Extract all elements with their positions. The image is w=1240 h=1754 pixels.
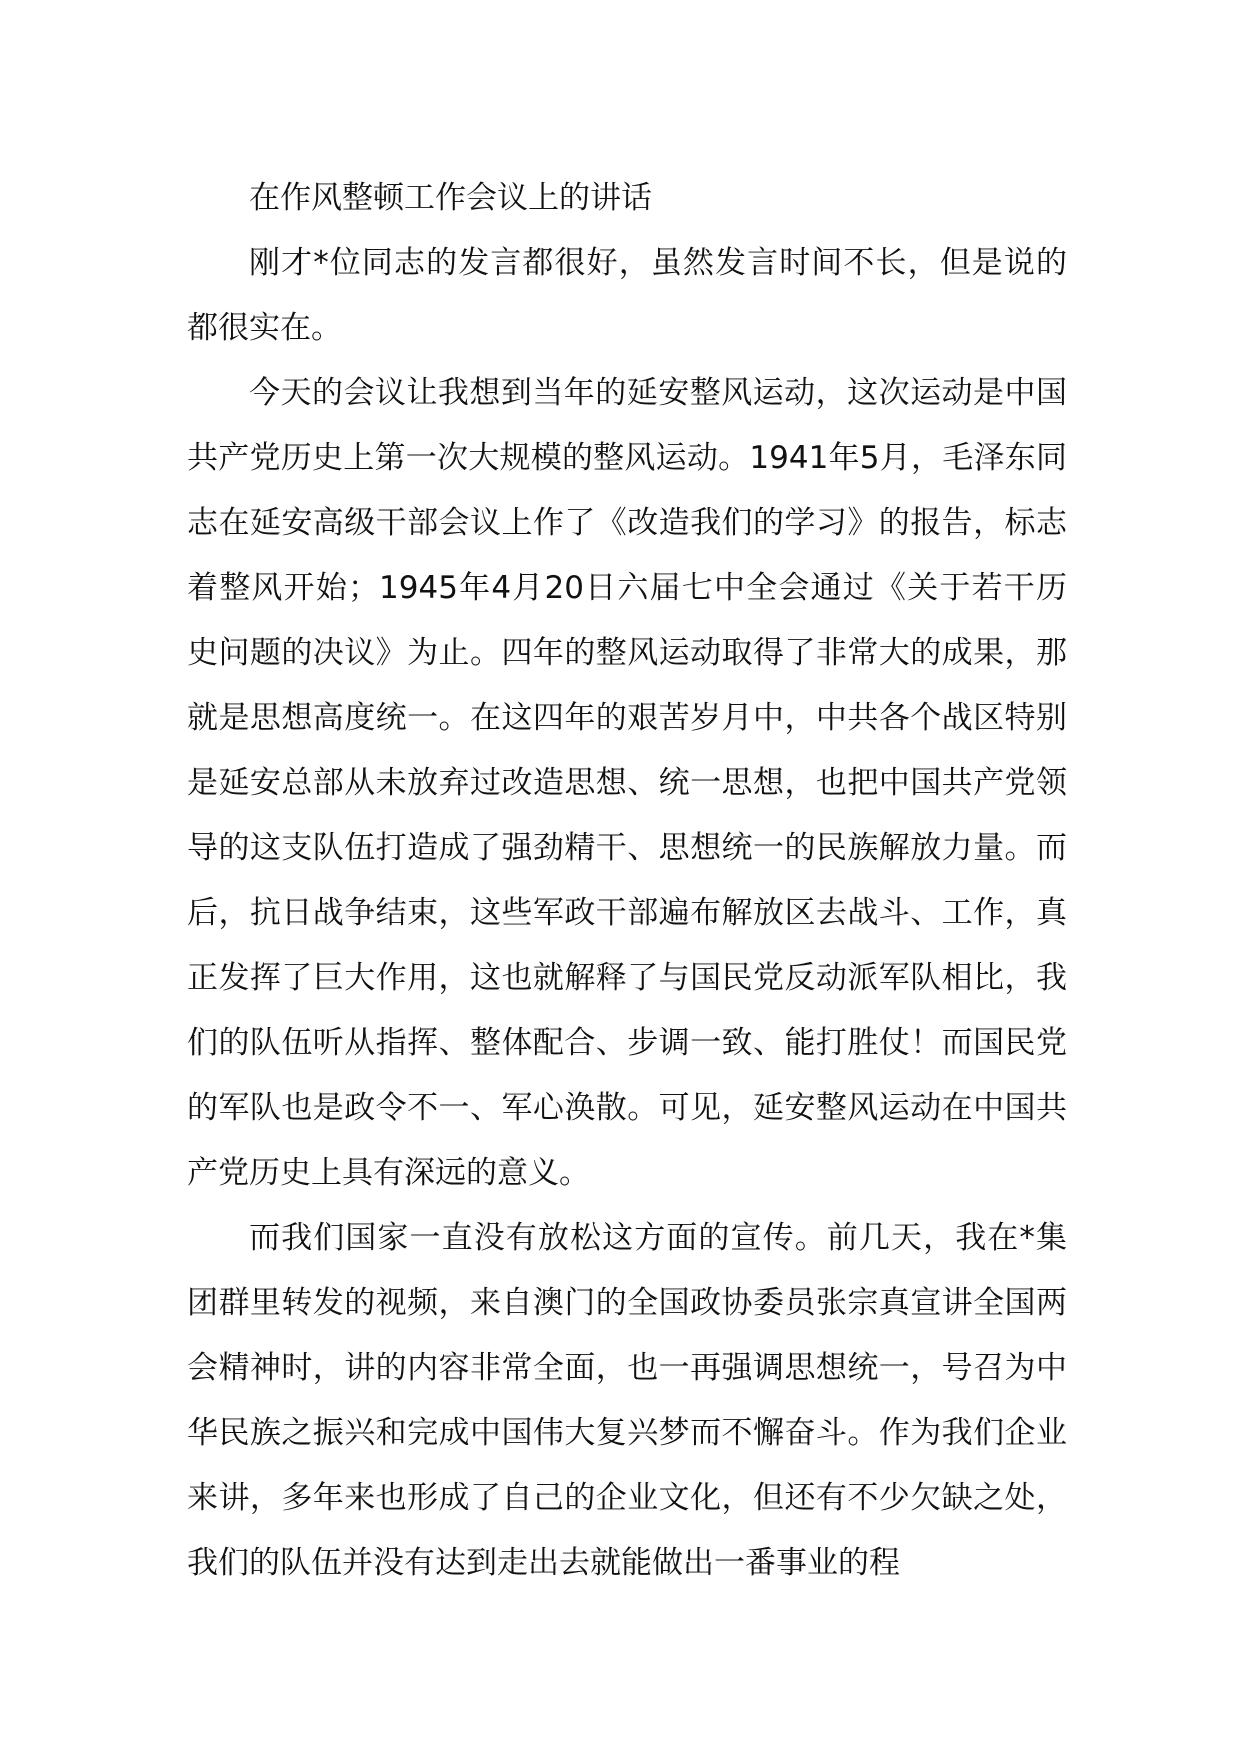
paragraph-national-promotion: 而我们国家一直没有放松这方面的宣传。前几天，我在*集团群里转发的视频，来自澳门的全国政协委员张宗真宣讲全国两会精神时，讲的内容非常全面，也一再强调思想统一，号召为中华民族之振兴和完成中国伟大复兴梦而不懈奋斗。作为我们企业来讲，多年来也形成了自己的企业文化，但还有不少欠缺之处，我们的队伍并没有达到走出去就能做出一番事业的程 (187, 1220, 1067, 1581)
paragraph-opening-remarks: 刚才*位同志的发言都很好，虽然发言时间不长，但是说的都很实在。 (187, 245, 1067, 346)
document-body (187, 166, 1067, 1596)
document-title: 在作风整顿工作会议上的讲话 (249, 180, 652, 216)
paragraph-yanan-rectification: 今天的会议让我想到当年的延安整风运动，这次运动是中国共产党历史上第一次大规模的整风运动。1941年5月，毛泽东同志在延安高级干部会议上作了《改造我们的学习》的报告，标志着整风开始；1945年4月20日六届七中全会通过《关于若干历史问题的决议》为止。四年的整风运动取得了非常大的成果，那就是思想高度统一。在这四年的艰苦岁月中，中共各个战区特别是延安总部从未放弃过改造思想、统一思想，也把中国共产党领导的这支队伍打造成了强劲精干、思想统一的民族解放力量。而后，抗日战争结束，这些军政干部遍布解放区去战斗、工作，真正发挥了巨大作用，这也就解释了与国民党反动派军队相比，我们的队伍听从指挥、整体配合、步调一致、能打胜仗！而国民党的军队也是政令不一、军心涣散。可见，延安整风运动在中国共产党历史上具有深远的意义。 (187, 375, 1067, 1191)
